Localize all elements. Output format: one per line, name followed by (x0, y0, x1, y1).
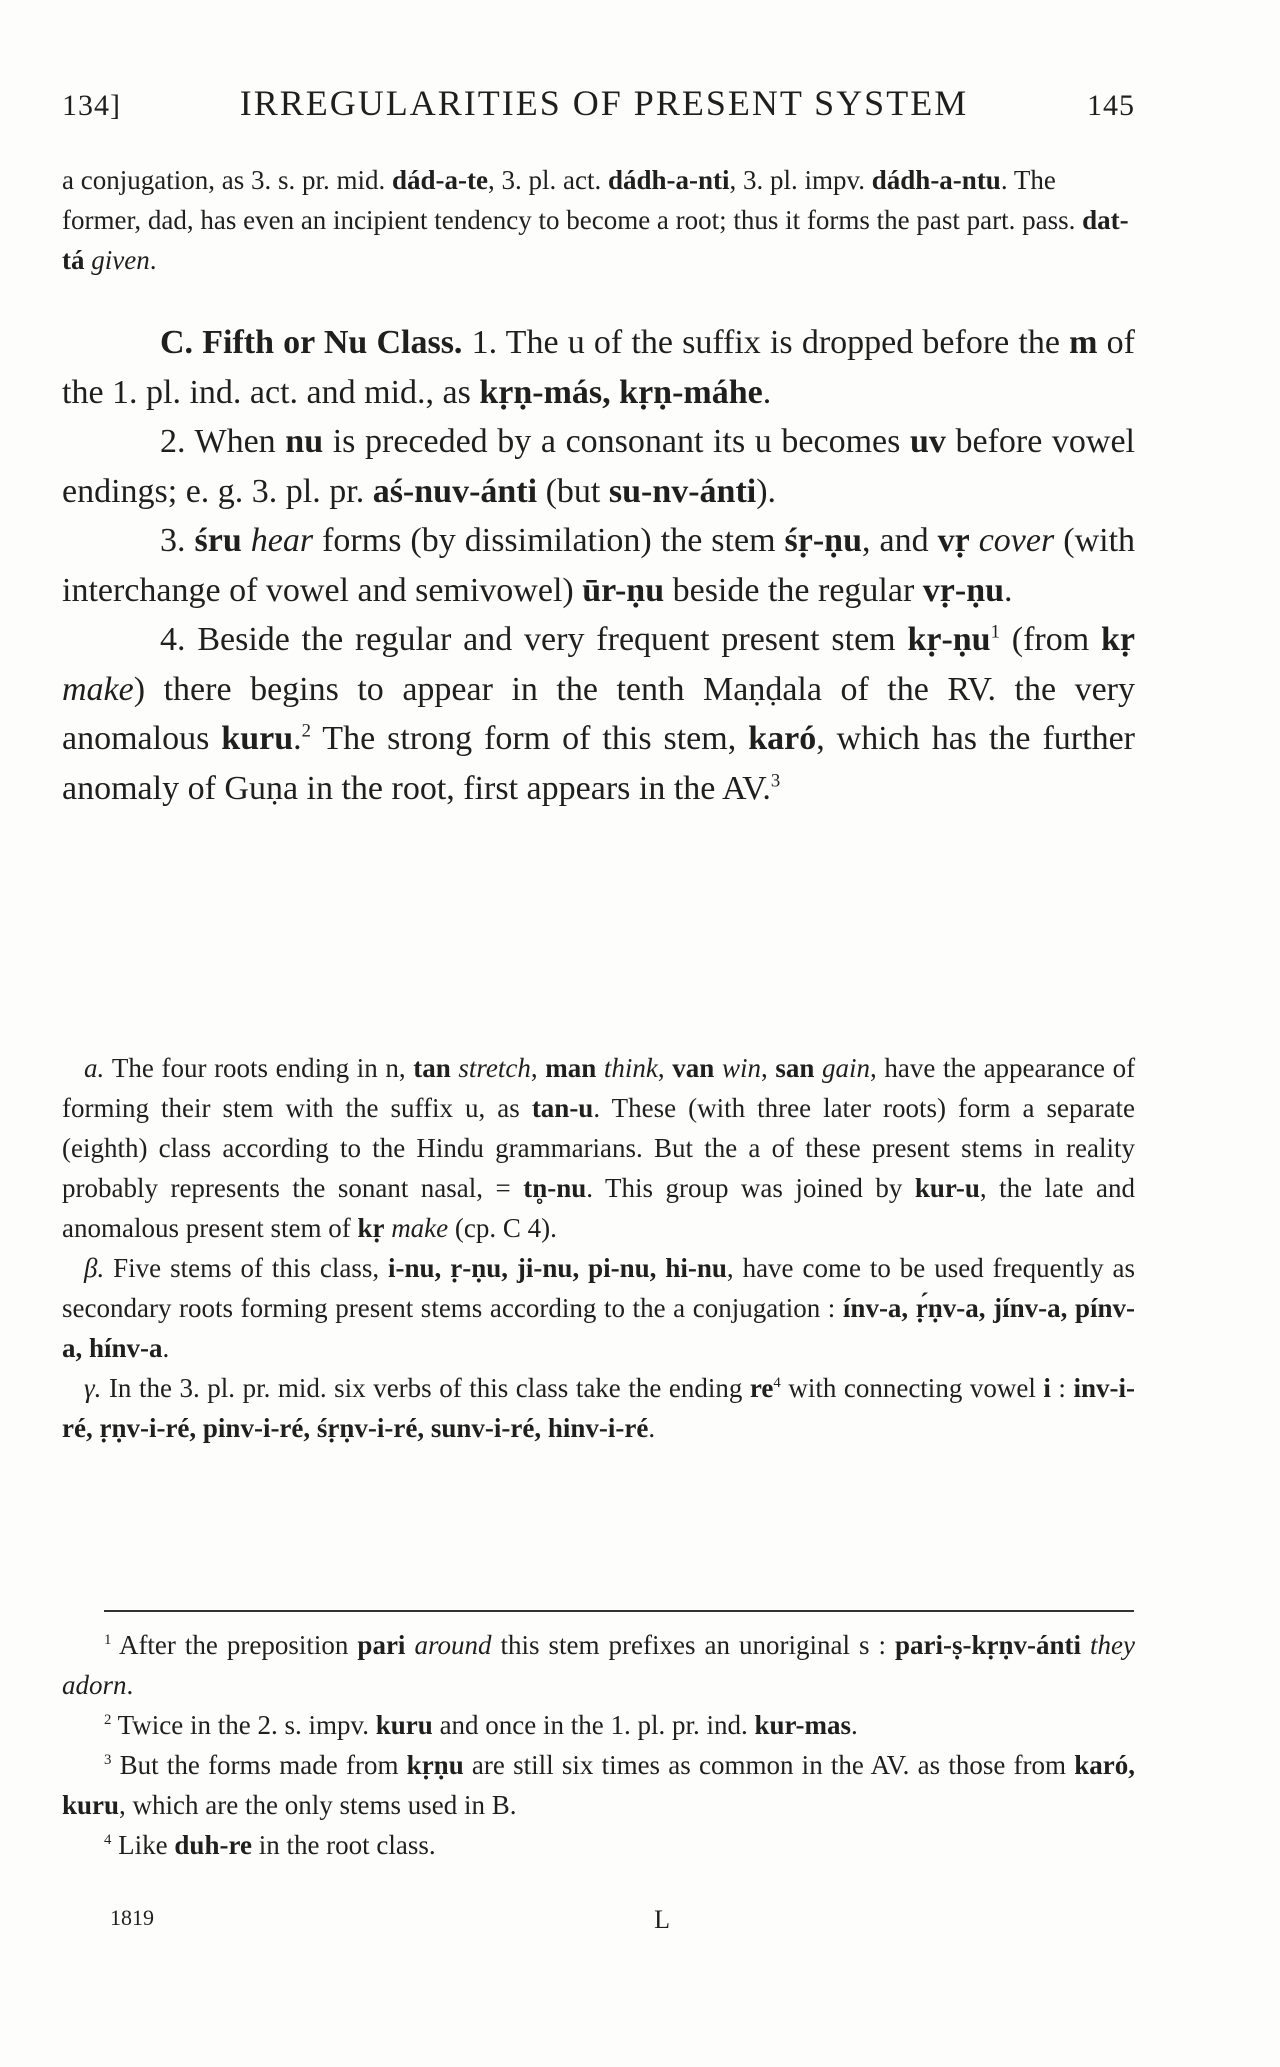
sanskrit-form: kṛ (357, 1213, 385, 1243)
body-text: . (1004, 571, 1013, 609)
sanskrit-form: śru (194, 522, 242, 559)
footnote-ref: 3 (770, 770, 781, 792)
body-text: , (760, 1053, 776, 1083)
running-header (62, 82, 1135, 124)
paragraph (62, 1368, 1135, 1448)
sanskrit-form: i (1043, 1373, 1051, 1403)
sanskrit-form: re (749, 1373, 774, 1403)
body-text: is preceded by a consonant its u becomes (323, 423, 910, 460)
body-text: . This group was joined by (586, 1173, 915, 1203)
body-text: a conjugation, as 3. s. pr. mid. (62, 165, 392, 195)
gloss-text: make (62, 670, 134, 708)
gloss-text: make (391, 1213, 449, 1243)
body-text: ). (756, 472, 777, 510)
sanskrit-form: san (775, 1053, 815, 1083)
fifth-class-section (62, 318, 1135, 813)
sanskrit-form: ínv-a, ṛ́ṇv-a, jínv-a, pínv-a, hínv-a (62, 1293, 1136, 1363)
sanskrit-form: su-nv-ánti (608, 472, 757, 510)
body-text (714, 1053, 722, 1083)
sanskrit-form: śṛ-ṇu (784, 522, 862, 559)
section-number: 134] (62, 89, 121, 122)
body-text: Twice in the 2. s. impv. (111, 1710, 376, 1740)
sanskrit-form: vṛ-ṇu (922, 571, 1005, 609)
body-text: , and (862, 522, 938, 559)
body-text: , which are the only stems used in B. (119, 1790, 517, 1820)
paragraph (62, 615, 1135, 813)
footnotes (62, 1625, 1135, 1865)
body-text: (cp. C 4). (448, 1213, 557, 1243)
footnote-ref: 4 (104, 1832, 112, 1848)
body-text: But the forms made from (111, 1750, 407, 1780)
body-text (970, 522, 979, 559)
sanskrit-form: duh-re (174, 1830, 252, 1860)
body-text: The strong form of this stem, (310, 720, 749, 757)
body-text: , the late and anomalous present stem of (62, 1173, 1135, 1243)
sanskrit-form: dád-a-te (391, 165, 488, 195)
gloss-text: γ. (84, 1373, 109, 1403)
body-text: . These (with three later roots) form a separate (eighth) class according to the Hindu grammarians. But the a of these present stems in reality probably represents the sonant nasal, = (62, 1093, 1135, 1203)
body-text: are still six times as common in the AV. as those from (463, 1750, 1075, 1780)
footnote-ref: 2 (301, 720, 311, 742)
paragraph (62, 1705, 1135, 1745)
sanskrit-form: tan-u (531, 1093, 594, 1123)
body-text: ) there begins to appear in the tenth Maṇḍala of the RV. the very anomalous (62, 670, 1135, 757)
body-text: Five stems of this class, (113, 1253, 389, 1283)
sanskrit-form: m (1069, 324, 1098, 361)
body-text: . (293, 720, 302, 757)
sanskrit-form: kur-mas (754, 1710, 852, 1740)
gloss-text: around (414, 1630, 492, 1660)
footnote-ref: 1 (104, 1632, 112, 1648)
body-text: . (851, 1710, 858, 1740)
body-text: in the root class. (251, 1830, 436, 1860)
sanskrit-form: man (545, 1053, 597, 1083)
body-text: , 3. pl. impv. (729, 165, 872, 195)
footnote-divider (104, 1610, 1134, 1612)
sanskrit-form: karó, kuru (62, 1750, 1135, 1820)
body-text: . (648, 1413, 656, 1443)
gloss-text: stretch (458, 1053, 531, 1083)
sanskrit-form: kur-u (914, 1173, 980, 1203)
page-title: IRREGULARITIES OF PRESENT SYSTEM (239, 83, 969, 123)
sanskrit-form: nu (285, 423, 324, 460)
paragraph (62, 1625, 1135, 1705)
gloss-text: a. (84, 1053, 112, 1083)
body-text: 1. The u of the suffix is dropped before the (471, 324, 1070, 361)
body-text: beside the regular (664, 571, 923, 609)
gloss-text: win (721, 1053, 761, 1083)
body-text: with connecting vowel (780, 1373, 1044, 1403)
continuation-paragraph (62, 160, 1135, 280)
paragraph (62, 1825, 1135, 1865)
signature-letter: L (654, 1905, 670, 1934)
gloss-text: gain (822, 1053, 871, 1083)
gloss-text: cover (978, 522, 1055, 559)
body-text: before vowel endings; e. g. 3. pl. pr. (62, 423, 1136, 510)
sanskrit-form: pari (357, 1630, 406, 1660)
body-text: and once in the 1. pl. pr. ind. (432, 1710, 755, 1740)
footnote-ref: 1 (990, 621, 1000, 643)
body-text: The four roots ending in n, (111, 1053, 414, 1083)
body-text: (from (999, 621, 1101, 658)
body-text: . The former, dad, has even an incipient tendency to become a root; thus it forms the past part. pass. (62, 165, 1083, 235)
signature-number: 1819 (110, 1905, 154, 1930)
body-text: (with interchange of vowel and semivowel) (62, 522, 1136, 609)
body-text (242, 522, 251, 559)
sanskrit-form: kṛ-ṇu (907, 621, 991, 658)
body-text: (but (537, 472, 609, 510)
sanskrit-form: inv-i-ré, ṛṇv-i-ré, pinv-i-ré, śṛṇv-i-ré, sunv-i-ré, hinv-i-ré (62, 1373, 1135, 1443)
body-text: , which has the further anomaly of Guṇa in the root, first appears in the AV. (62, 720, 1135, 807)
body-text: forms (by dissimilation) the stem (313, 522, 785, 559)
sanskrit-form: kṛṇ-más, kṛṇ-máhe (479, 373, 763, 411)
paragraph (62, 318, 1135, 417)
sanskrit-form: tan (413, 1053, 451, 1083)
body-text: . (162, 1333, 170, 1363)
sanskrit-form: ūr-ṇu (582, 571, 665, 609)
sanskrit-form: kuru (375, 1710, 433, 1740)
sanskrit-form: tn̥-nu (523, 1173, 587, 1203)
body-text: , have the appearance of forming their stem with the suffix u, as (62, 1053, 1136, 1123)
body-text: 2. When (160, 423, 286, 460)
small-print-notes (62, 1048, 1135, 1448)
sanskrit-form: kṛṇu (406, 1750, 464, 1780)
paragraph (62, 516, 1135, 615)
body-text: of the 1. pl. ind. act. and mid., as (62, 324, 1135, 411)
sanskrit-form: pari-ṣ-kṛṇv-ánti (895, 1630, 1082, 1660)
sanskrit-form: C. Fifth or Nu Class. (160, 324, 472, 361)
sanskrit-form: vṛ (937, 522, 970, 559)
paragraph (62, 417, 1135, 516)
gloss-text: given (91, 245, 150, 275)
body-text: , (657, 1053, 673, 1083)
sanskrit-form: kuru (221, 720, 294, 757)
sanskrit-form: aś-nuv-ánti (372, 472, 538, 510)
body-text: Like (111, 1830, 175, 1860)
body-text: : (1050, 1373, 1074, 1403)
body-text (1081, 1630, 1090, 1660)
body-text: this stem prefixes an unoriginal s : (491, 1630, 895, 1660)
footnote-ref: 2 (104, 1712, 112, 1728)
gloss-text: hear (250, 522, 314, 559)
gloss-text: β. (84, 1253, 114, 1283)
body-text (814, 1053, 822, 1083)
sanskrit-form: van (672, 1053, 715, 1083)
sanskrit-form: dádh-a-ntu (871, 165, 1001, 195)
sanskrit-form: dat-tá (62, 205, 1129, 275)
printer-signature (110, 1905, 670, 1935)
sanskrit-form: uv (909, 423, 946, 460)
body-text: . (762, 373, 772, 411)
paragraph (62, 1048, 1135, 1248)
footnote-ref: 3 (104, 1752, 112, 1768)
gloss-text: think (603, 1053, 658, 1083)
sanskrit-form: karó (748, 720, 817, 757)
body-text: , 3. pl. act. (487, 165, 608, 195)
gloss-text: they adorn (62, 1630, 1136, 1700)
body-text: . (149, 245, 157, 275)
body-text (596, 1053, 604, 1083)
sanskrit-form: kṛ (1100, 621, 1135, 658)
body-text: In the 3. pl. pr. mid. six verbs of this class take the ending (108, 1373, 750, 1403)
body-text: , (530, 1053, 546, 1083)
body-text: 3. (160, 522, 195, 559)
body-text: , have come to be used frequently as secondary roots forming present stems according to the a conjugation : (62, 1253, 1136, 1323)
footnote-ref: 4 (773, 1375, 781, 1391)
page-number: 145 (1087, 89, 1135, 122)
body-text: . (126, 1670, 134, 1700)
sanskrit-form: i-nu, ṛ-ṇu, ji-nu, pi-nu, hi-nu (388, 1253, 727, 1283)
paragraph (62, 1248, 1135, 1368)
body-text: After the preposition (111, 1630, 358, 1660)
body-text: 4. Beside the regular and very frequent present stem (160, 621, 908, 658)
sanskrit-form: dádh-a-nti (607, 165, 730, 195)
paragraph (62, 1745, 1135, 1825)
